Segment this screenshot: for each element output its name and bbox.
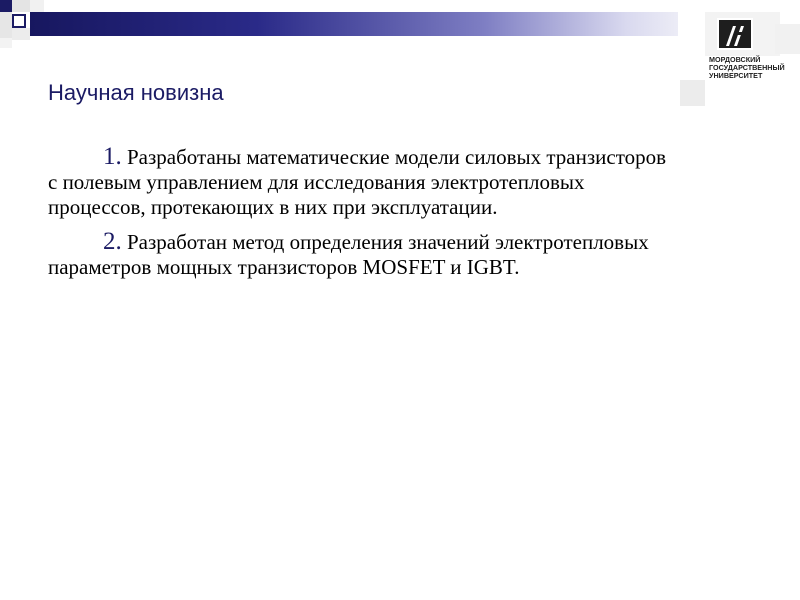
decor-square [30, 0, 44, 12]
logo-bg-square [775, 24, 800, 54]
list-item [48, 144, 668, 220]
decor-square [0, 12, 12, 38]
university-logo-text [709, 56, 789, 81]
logo-line: УНИВЕРСИТЕТ [709, 71, 763, 81]
logo-bg-square [680, 80, 705, 106]
slide-title: Научная новизна [48, 80, 224, 105]
item-text: Разработаны математические модели силовых транзисторов с полевым управлением для исследования электротепловых процессов, протекающих в них при эксплуатации. [48, 145, 667, 219]
logo-line: ГОСУДАРСТВЕННЫЙ [709, 63, 785, 73]
decor-square [12, 14, 26, 28]
list-item [48, 229, 668, 280]
item-number: 1. [103, 143, 122, 170]
item-number: 2. [103, 228, 122, 255]
decor-square [0, 38, 12, 48]
decor-square [12, 0, 30, 12]
decor-square [12, 28, 30, 40]
logo-line: МОРДОВСКИЙ [709, 55, 761, 64]
university-logo-icon [717, 18, 753, 50]
header-gradient-bar [30, 12, 678, 36]
item-text: Разработан метод определения значений электротепловых параметров мощных транзисторов MOSFET и IGBT. [48, 230, 649, 279]
slide-content [48, 144, 668, 289]
decor-square [0, 0, 12, 12]
